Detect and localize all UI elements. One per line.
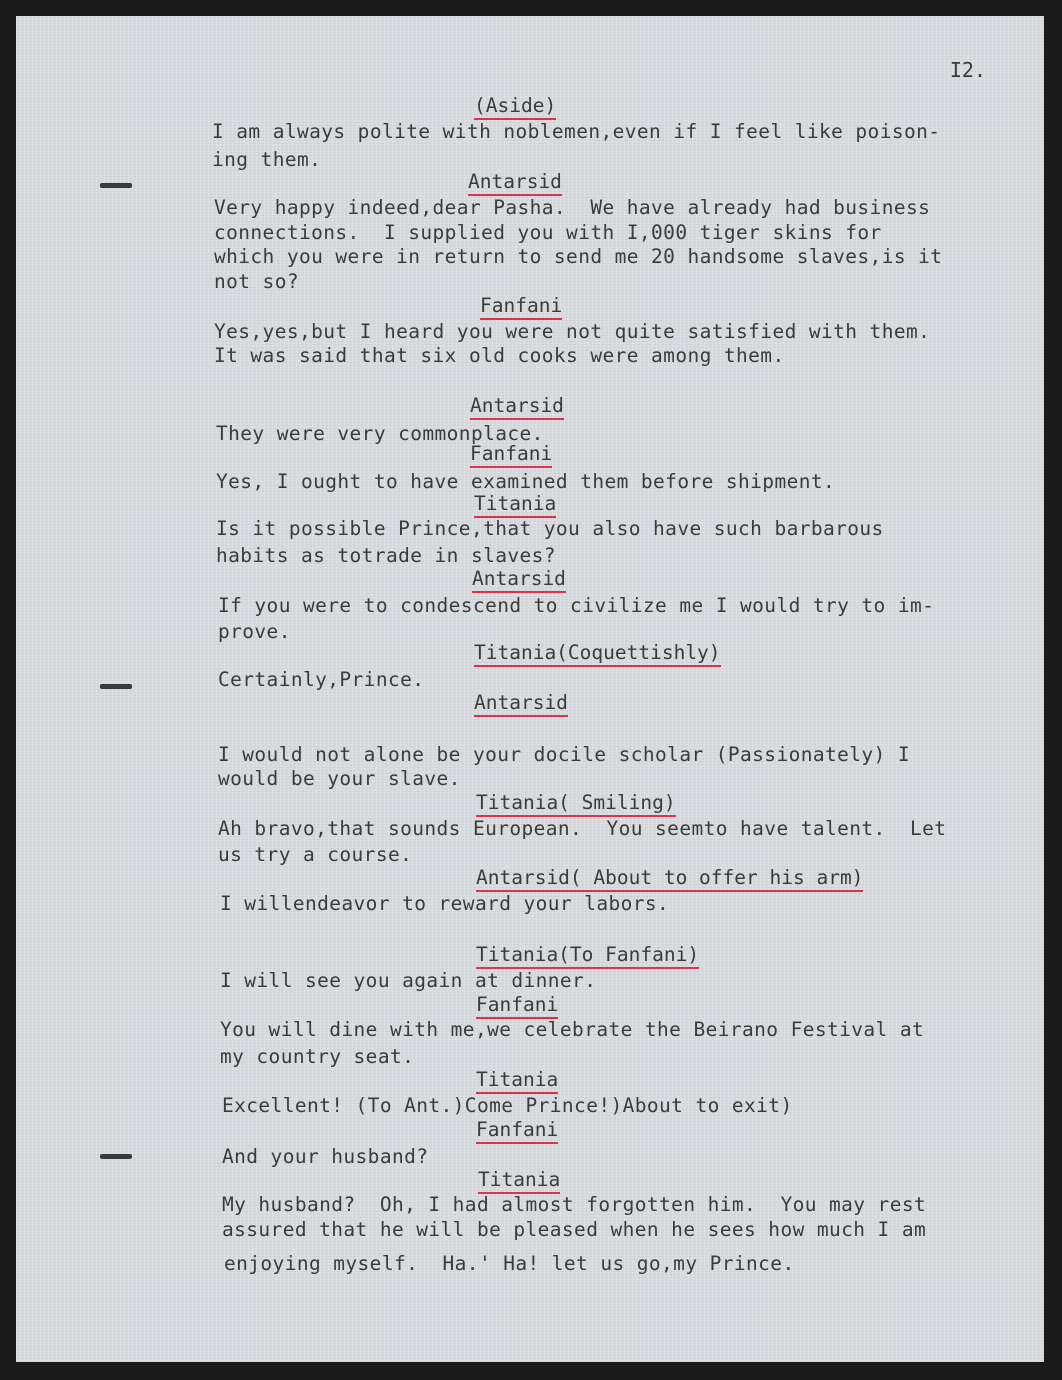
speaker-cue: Fanfani [480, 296, 562, 320]
dialogue-line: Excellent! (To Ant.)Come Prince!)About to exit) [222, 1094, 793, 1117]
page-number: I2. [949, 58, 986, 82]
dialogue-line: assured that he will be pleased when he sees how much I am [222, 1218, 927, 1241]
dialogue-line: It was said that six old cooks were among them. [214, 344, 785, 367]
speaker-cue: Titania( Smiling) [476, 793, 676, 817]
speaker-cue: Titania [474, 494, 556, 518]
typescript-page [16, 16, 1044, 1362]
speaker-cue: Antarsid [474, 693, 568, 717]
speaker-cue: Antarsid( About to offer his arm) [476, 868, 863, 892]
punch-mark [100, 183, 132, 188]
dialogue-line: And your husband? [222, 1145, 429, 1168]
speaker-cue: Antarsid [472, 569, 566, 593]
speaker-cue: Antarsid [470, 396, 564, 420]
dialogue-line: connections. I supplied you with I,000 tiger skins for [214, 221, 882, 244]
punch-mark [100, 1154, 132, 1159]
dialogue-line: They were very commonplace. [216, 422, 544, 445]
speaker-cue: Titania(To Fanfani) [476, 945, 699, 969]
dialogue-line: enjoying myself. Ha.' Ha! let us go,my Prince. [224, 1252, 795, 1275]
speaker-cue: Titania [478, 1170, 560, 1194]
dialogue-line: ing them. [212, 148, 322, 171]
dialogue-line: prove. [218, 620, 291, 643]
speaker-cue: (Aside) [474, 96, 556, 120]
dialogue-line: My husband? Oh, I had almost forgotten him. You may rest [222, 1193, 927, 1216]
dialogue-line: Yes,yes,but I heard you were not quite satisfied with them. [214, 320, 931, 343]
speaker-cue: Titania [476, 1070, 558, 1094]
dialogue-line: which you were in return to send me 20 handsome slaves,is it [214, 245, 943, 268]
dialogue-line: my country seat. [220, 1045, 415, 1068]
dialogue-line: habits as totrade in slaves? [216, 544, 556, 567]
speaker-cue: Fanfani [476, 1120, 558, 1144]
speaker-cue: Fanfani [470, 444, 552, 468]
dialogue-line: You will dine with me,we celebrate the Beirano Festival at [220, 1018, 925, 1041]
dialogue-line: Very happy indeed,dear Pasha. We have already had business [214, 196, 931, 219]
dialogue-line: I would not alone be your docile scholar (Passionately) I [218, 743, 910, 766]
dialogue-line: us try a course. [218, 843, 413, 866]
dialogue-line: not so? [214, 270, 299, 293]
dialogue-line: Certainly,Prince. [218, 668, 425, 691]
dialogue-line: Is it possible Prince,that you also have such barbarous [216, 517, 884, 540]
speaker-cue: Antarsid [468, 172, 562, 196]
speaker-cue: Fanfani [476, 995, 558, 1019]
dialogue-line: Yes, I ought to have examined them before shipment. [216, 470, 836, 493]
dialogue-line: I willendeavor to reward your labors. [220, 892, 670, 915]
dialogue-line: Ah bravo,that sounds European. You seemto have talent. Let [218, 817, 947, 840]
speaker-cue: Titania(Coquettishly) [474, 643, 721, 667]
punch-mark [100, 684, 132, 689]
dialogue-line: I will see you again at dinner. [220, 969, 597, 992]
dialogue-line: I am always polite with noblemen,even if I feel like poison- [212, 120, 941, 143]
dialogue-line: would be your slave. [218, 767, 461, 790]
dialogue-line: If you were to condescend to civilize me I would try to im- [218, 594, 935, 617]
